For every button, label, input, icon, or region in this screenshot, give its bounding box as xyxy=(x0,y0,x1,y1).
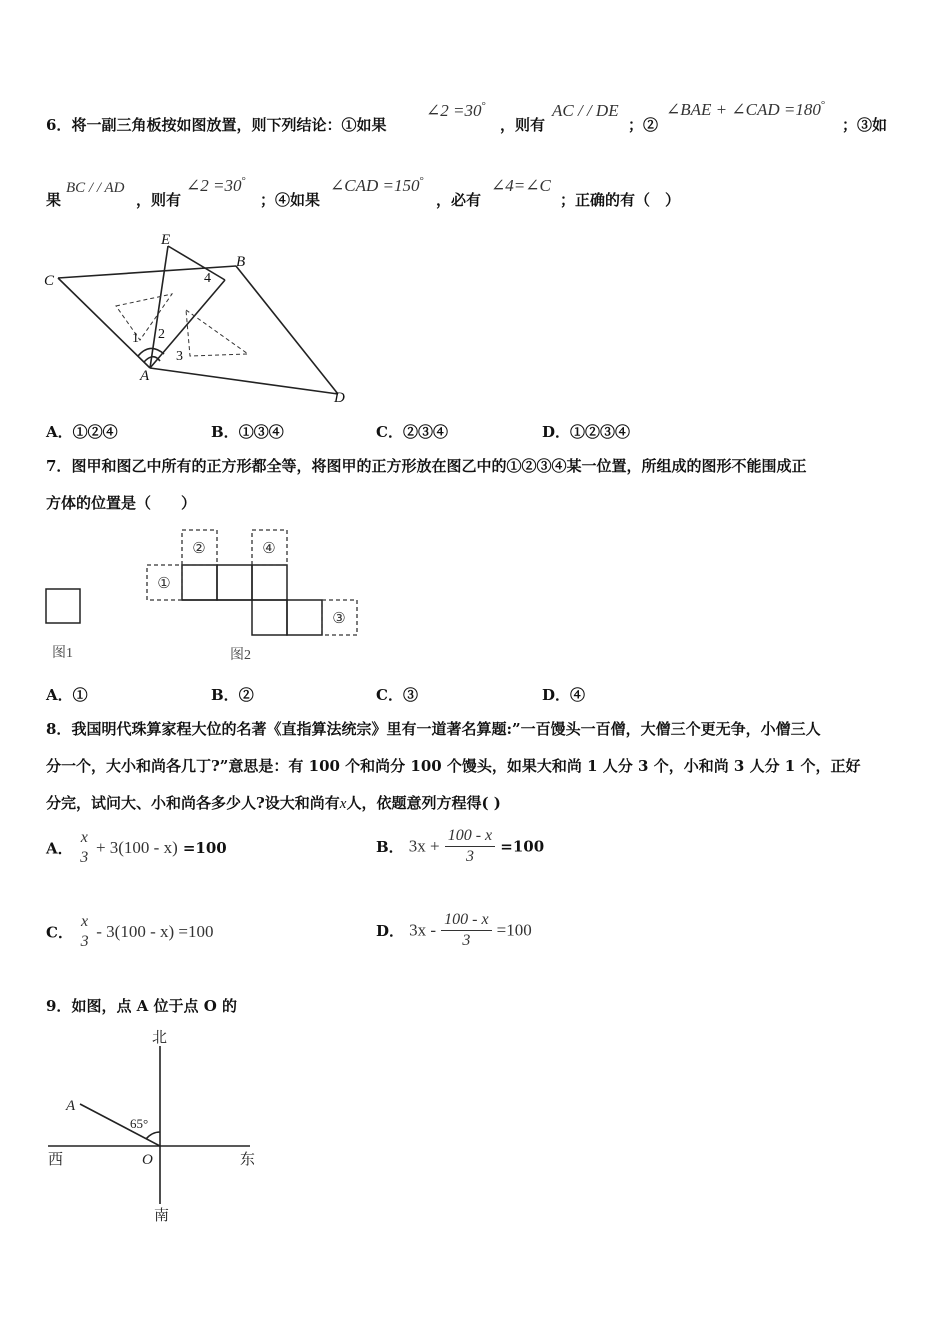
q7-option-d[interactable]: D．④ xyxy=(542,686,586,704)
q6-text-correct: ；正确的有（ ） xyxy=(560,191,681,209)
q8-line2: 分一个，大小和尚各几丁?”意思是：有 100 个和尚分 100 个馒头，如果大和尚 1 人分 3 个，小和尚 3 人分 1 个，正好 xyxy=(46,757,861,775)
label-a: A xyxy=(140,368,150,384)
q8-option-a[interactable]: A． x 3 + 3(100 - x) =100 xyxy=(46,829,227,866)
line-bd xyxy=(236,266,338,394)
mark-3: ③ xyxy=(332,611,346,627)
angle-arc xyxy=(146,1132,160,1139)
q6-intro: 将一副三角板按如图放置，则下列结论：①如果 xyxy=(71,116,387,134)
mark-2: ② xyxy=(192,541,206,557)
q6-text-then2: ，则有 xyxy=(136,191,182,209)
fraction: x 3 xyxy=(80,913,89,950)
label-4: 4 xyxy=(204,271,211,286)
q6-text-2: ；② xyxy=(628,116,659,134)
line-eb-side xyxy=(168,246,225,280)
fraction: $\frac{100 - x}{3}$ xyxy=(445,826,495,867)
fig2-net xyxy=(182,565,322,635)
q8-option-c[interactable]: C． x 3 - 3(100 - x) =100 xyxy=(46,913,214,950)
mark-4: ④ xyxy=(262,541,276,557)
q6-option-c[interactable]: C．②③④ xyxy=(376,423,448,441)
q6-math-angle2-b: ∠2 =30° xyxy=(186,175,246,195)
q6-line2-start: 果 xyxy=(46,191,62,209)
line-ad xyxy=(150,368,338,394)
q9-line1: 9．如图，点 A 位于点 O 的 xyxy=(46,997,238,1015)
q6-triangle-figure xyxy=(40,228,360,408)
label-north: 北 xyxy=(152,1030,168,1046)
q6-option-d[interactable]: D．①②③④ xyxy=(542,423,631,441)
label-3: 3 xyxy=(176,349,183,364)
label-west: 西 xyxy=(48,1152,64,1168)
label-b: B xyxy=(236,254,246,270)
q6-option-a[interactable]: A．①②④ xyxy=(46,423,118,441)
q6-text-must: ，必有 xyxy=(436,191,482,209)
q6-math-parallel-ac-de: AC / / DE xyxy=(552,101,619,120)
q7-line2: 方体的位置是（ ） xyxy=(46,494,197,512)
fig2-caption: 图2 xyxy=(230,648,251,663)
q6-math-cad: ∠CAD =150° xyxy=(330,175,424,195)
label-east: 东 xyxy=(240,1152,256,1168)
q7-option-a[interactable]: A．① xyxy=(46,686,88,704)
q6-text-3: ；③如 xyxy=(842,116,888,134)
q6-number: 6． xyxy=(46,116,72,134)
q6-line1 xyxy=(46,114,386,135)
label-south: 南 xyxy=(154,1208,170,1224)
label-2: 2 xyxy=(158,327,165,342)
q6-math-angle4-c: ∠4=∠C xyxy=(491,176,551,195)
q6-option-b[interactable]: B．①③④ xyxy=(211,423,284,441)
angle-arc xyxy=(138,348,164,356)
q6-math-parallel-bc-ad: BC / / AD xyxy=(66,180,125,196)
label-a: A xyxy=(66,1098,76,1114)
fraction: $\frac{100 - x}{3}$ xyxy=(441,910,491,951)
label-1: 1 xyxy=(132,331,139,346)
q7-cube-net-figure xyxy=(40,525,370,670)
label-o: O xyxy=(142,1152,153,1168)
q7-option-c[interactable]: C．③ xyxy=(376,686,418,704)
fraction: x 3 xyxy=(80,829,89,866)
label-c: C xyxy=(44,273,55,289)
label-angle: 65° xyxy=(130,1116,149,1131)
label-d: D xyxy=(334,390,345,406)
fig1-square xyxy=(46,589,80,623)
q6-text-4: ；④如果 xyxy=(260,191,321,209)
label-e: E xyxy=(161,232,171,248)
degree-mark: ° xyxy=(481,100,486,112)
q8-line3: 分完，试问大、小和尚各多少人?设大和尚有x人，依题意列方程得( ) xyxy=(46,794,501,812)
q6-math-angle-sum: ∠BAE + ∠CAD =180° xyxy=(666,99,826,119)
line-ca xyxy=(58,278,150,368)
q8-option-b[interactable]: B． 3x + $\frac{100 - x}{3}$ =100 xyxy=(376,827,545,865)
q6-text-then: ，则有 xyxy=(500,116,546,134)
mark-1: ① xyxy=(157,576,171,592)
q7-option-b[interactable]: B．② xyxy=(211,686,254,704)
q6-math-angle2: ∠2 =30° xyxy=(426,100,486,120)
fig1-caption: 图1 xyxy=(52,646,73,661)
q8-line1: 8．我国明代珠算家程大位的名著《直指算法统宗》里有一道著名算题:”一百馒头一百僧，大僧三个更无争，小僧三人 xyxy=(46,720,821,738)
q8-option-d[interactable]: D． 3x - $\frac{100 - x}{3}$ =100 xyxy=(376,911,532,949)
dashed-triangles xyxy=(116,294,248,356)
q9-compass-figure xyxy=(40,1026,270,1226)
q7-line1: 7．图甲和图乙中所有的正方形都全等，将图甲的正方形放在图乙中的①②③④某一位置，所组成的图形不能围成正 xyxy=(46,457,807,475)
